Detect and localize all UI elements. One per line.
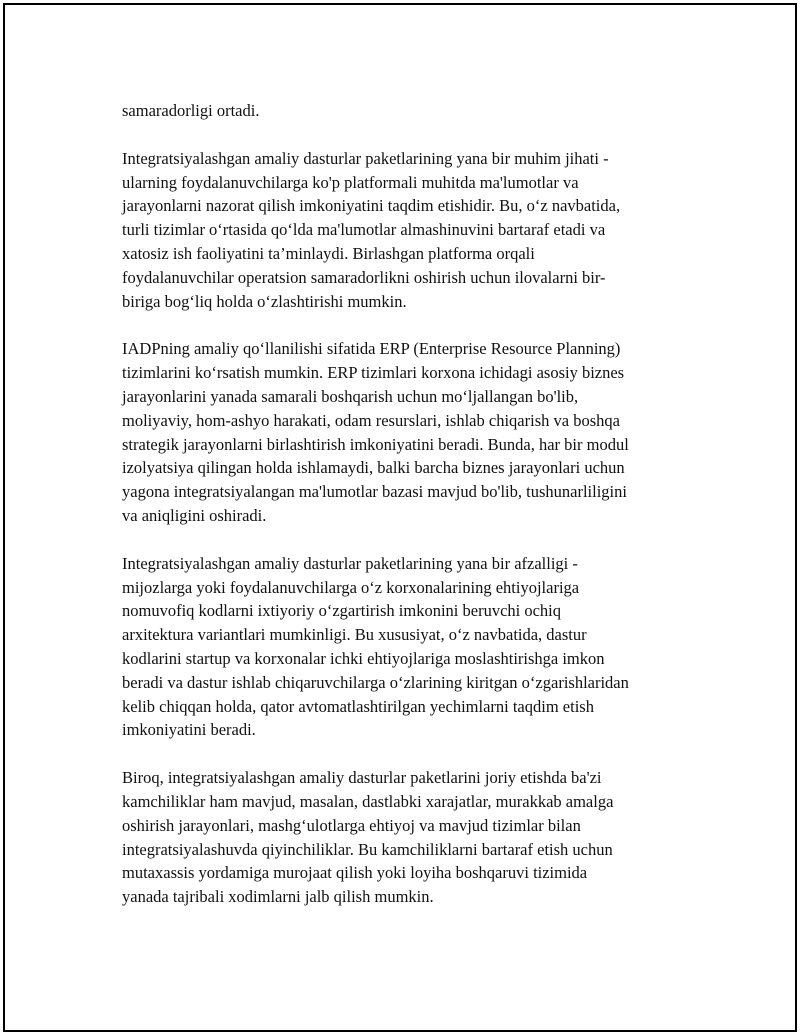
text-line: IADPning amaliy qo‘llanilishi sifatida ERP (Enterprise Resource Planning) (122, 339, 621, 359)
text-line: va aniqligini oshiradi. (122, 505, 267, 525)
text-line: Integratsiyalashgan amaliy dasturlar paketlarining yana bir afzalligi - (122, 553, 578, 573)
text-line: kelib chiqqan holda, qator avtomatlashtirilgan yechimlarni taqdim etish (122, 696, 594, 716)
text-line: mutaxassis yordamiga murojaat qilish yoki loyiha boshqaruvi tizimida (122, 863, 588, 883)
text-line: tizimlarini ko‘rsatish mumkin. ERP tizimlari korxona ichidagi asosiy biznes (122, 363, 625, 383)
text-line: foydalanuvchilar operatsion samaradorlikni oshirish uchun ilovalarni bir- (122, 267, 606, 287)
text-line: nomuvofiq kodlarni ixtiyoriy o‘zgartirish imkonini beruvchi ochiq (122, 601, 562, 621)
page-frame (3, 3, 797, 1032)
text-line: strategik jarayonlarni birlashtirish imkoniyatini beradi. Bunda, har bir modul (122, 434, 629, 454)
text-line: imkoniyatini beradi. (122, 720, 256, 740)
text-line: Integratsiyalashgan amaliy dasturlar paketlarining yana bir muhim jihati - (122, 148, 609, 168)
text-line: turli tizimlar o‘rtasida qo‘lda ma'lumotlar almashinuvini bartaraf etadi va (122, 220, 606, 240)
text-line: kodlarini startup va korxonalar ichki ehtiyojlariga moslashtirishga imkon (122, 648, 605, 668)
text-line: Biroq, integratsiyalashgan amaliy dasturlar paketlarini joriy etishda ba'zi (122, 768, 602, 788)
text-line: jarayonlarini yanada samarali boshqarish uchun mo‘ljallangan bo'lib, (122, 386, 579, 406)
text-line: yanada tajribali xodimlarni jalb qilish mumkin. (122, 887, 434, 907)
text-line: mijozlarga yoki foydalanuvchilarga o‘z korxonalarining ehtiyojlariga (122, 577, 580, 597)
text-line: xatosiz ish faoliyatini ta’minlaydi. Birlashgan platforma orqali (122, 243, 535, 263)
text-line: izolyatsiya qilingan holda ishlamaydi, balki barcha biznes jarayonlari uchun (122, 458, 625, 478)
text-line: arxitektura variantlari mumkinligi. Bu xususiyat, o‘z navbatida, dastur (122, 625, 587, 645)
text-line: beradi va dastur ishlab chiqaruvchilarga o‘zlarining kiritgan o‘zgarishlaridan (122, 672, 629, 692)
text-line: biriga bog‘liq holda o‘zlashtirishi mumkin. (122, 291, 407, 311)
text-line: ularning foydalanuvchilarga ko'p platformali muhitda ma'lumotlar va (122, 172, 579, 192)
paragraph-1 (122, 99, 682, 123)
text-line: oshirish jarayonlari, mashg‘ulotlarga ehtiyoj va mavjud tizimlar bilan (122, 815, 581, 835)
text-line: moliyaviy, hom-ashyo harakati, odam resurslari, ishlab chiqarish va boshqa (122, 410, 620, 430)
paragraph-2 (122, 147, 682, 314)
text-line: integratsiyalashuvda qiyinchiliklar. Bu kamchiliklarni bartaraf etish uchun (122, 839, 613, 859)
paragraph-3 (122, 337, 682, 527)
text-line: yagona integratsiyalangan ma'lumotlar bazasi mavjud bo'lib, tushunarliligini (122, 482, 627, 502)
paragraph-4 (122, 552, 682, 742)
text-line: samaradorligi ortadi. (122, 101, 260, 120)
text-line: kamchiliklar ham mavjud, masalan, dastlabki xarajatlar, murakkab amalga (122, 791, 614, 811)
paragraph-5 (122, 766, 682, 909)
text-line: jarayonlarni nazorat qilish imkoniyatini taqdim etishidir. Bu, o‘z navbatida, (122, 196, 621, 216)
document-body (122, 99, 682, 933)
